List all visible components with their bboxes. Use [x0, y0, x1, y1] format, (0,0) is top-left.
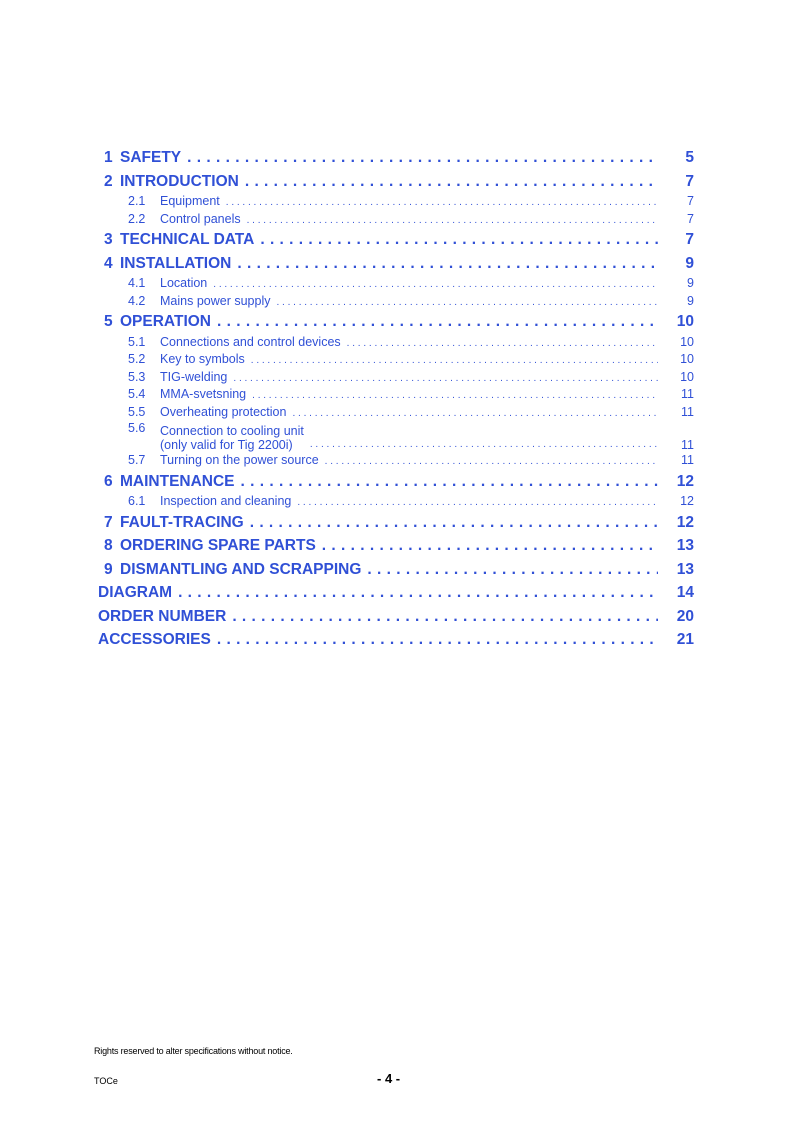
toc-entry-title: OPERATION — [120, 313, 211, 330]
dot-leader — [217, 310, 658, 333]
dot-leader — [237, 252, 658, 275]
toc-entry-title: MAINTENANCE — [120, 472, 235, 490]
toc-entry-page: 13 — [676, 537, 694, 554]
toc-entry[interactable] — [98, 228, 694, 252]
toc-entry[interactable] — [98, 351, 694, 369]
toc-entry[interactable] — [98, 193, 694, 211]
toc-entry-number: 5.3 — [128, 369, 146, 384]
toc-entry-title: Location — [160, 276, 208, 290]
toc-entry-page: 12 — [676, 513, 694, 531]
toc-entry[interactable] — [98, 293, 694, 311]
toc-entry-page: 11 — [681, 453, 694, 467]
toc-entry-page: 9 — [687, 293, 694, 308]
toc-entry-page: 7 — [687, 211, 694, 226]
toc-entry-page: 11 — [681, 404, 694, 419]
toc-entry-title: DISMANTLING AND SCRAPPING — [120, 560, 362, 578]
toc-entry-page: 7 — [687, 194, 694, 208]
toc-entry[interactable] — [98, 146, 694, 170]
toc-entry[interactable] — [98, 369, 694, 387]
toc-entry-number: 6.1 — [128, 494, 146, 508]
toc-entry[interactable] — [98, 511, 694, 535]
toc-entry-title: ORDER NUMBER — [98, 607, 227, 625]
dot-leader — [250, 511, 658, 534]
dot-leader — [292, 405, 658, 422]
toc-entry[interactable] — [98, 470, 694, 494]
toc-entry-title: DIAGRAM — [98, 584, 173, 601]
toc-entry-title: FAULT-TRACING — [120, 513, 244, 531]
toc-entry-title: SAFETY — [120, 149, 182, 166]
toc-entry-title: INTRODUCTION — [120, 172, 239, 190]
toc-entry-title: INSTALLATION — [120, 254, 232, 272]
toc-entry-page: 20 — [676, 607, 694, 625]
toc-entry-title: Inspection and cleaning — [160, 494, 292, 508]
toc-entry-number: 3 — [104, 231, 113, 248]
toc-entry-title: Overheating protection — [160, 404, 287, 419]
dot-leader — [187, 146, 658, 169]
toc-entry-number: 1 — [104, 149, 113, 166]
toc-entry-number: 2.2 — [128, 211, 146, 226]
toc-entry-number: 4.2 — [128, 293, 146, 308]
toc-entry-number: 5.7 — [128, 453, 146, 467]
dot-leader — [178, 581, 658, 604]
dot-leader — [260, 228, 658, 251]
toc-entry-title: MMA-svetsning — [160, 387, 247, 401]
toc-entry-page: 9 — [687, 276, 694, 290]
dot-leader — [297, 494, 658, 511]
toc-entry-title: Connections and control devices — [160, 334, 341, 349]
toc-entry[interactable] — [98, 452, 694, 470]
toc-entry-title: TECHNICAL DATA — [120, 231, 255, 248]
dot-leader — [367, 558, 658, 581]
toc-entry-title: Key to symbols — [160, 352, 245, 366]
toc-entry-page: 7 — [685, 231, 694, 248]
toc-entry-page: 10 — [680, 352, 694, 366]
dot-leader — [213, 276, 658, 293]
dot-leader — [310, 438, 658, 452]
toc-entry[interactable] — [98, 386, 694, 404]
toc-entry-number: 5.6 — [128, 421, 146, 435]
toc-entry-number: 2 — [104, 172, 113, 190]
toc-entry[interactable] — [98, 581, 694, 605]
toc-entry[interactable] — [98, 252, 694, 276]
toc-entry-page: 10 — [680, 334, 694, 349]
toc-entry-page: 12 — [676, 472, 694, 490]
dot-leader — [232, 605, 658, 628]
page-number: - 4 - — [377, 1071, 401, 1086]
toc-entry[interactable] — [98, 493, 694, 511]
toc-entry-page: 12 — [680, 494, 694, 508]
toc-entry[interactable] — [98, 534, 694, 558]
dot-leader — [325, 453, 658, 470]
toc-entry[interactable] — [98, 628, 694, 652]
toc-entry-page: 7 — [685, 172, 694, 190]
toc-entry[interactable] — [98, 421, 694, 452]
toc-entry-number: 5.2 — [128, 352, 146, 366]
toc-entry-number: 4.1 — [128, 276, 146, 290]
dot-leader — [241, 470, 658, 493]
dot-leader — [347, 335, 658, 352]
dot-leader — [226, 194, 658, 211]
toc-entry[interactable] — [98, 310, 694, 334]
dot-leader — [247, 212, 658, 229]
table-of-contents — [98, 146, 694, 652]
toc-entry-title: Equipment — [160, 194, 220, 208]
dot-leader — [217, 628, 658, 651]
rights-reserved-note: Rights reserved to alter specifications without notice. — [94, 1046, 293, 1056]
dot-leader — [251, 352, 658, 369]
toc-entry-number: 8 — [104, 537, 113, 554]
dot-leader — [276, 294, 658, 311]
toc-entry-page: 14 — [676, 584, 694, 601]
toc-entry-page: 10 — [680, 369, 694, 384]
toc-entry-number: 6 — [104, 472, 113, 490]
toc-entry-title: Connection to cooling unit — [160, 424, 304, 438]
toc-entry-page: 11 — [681, 438, 694, 452]
toc-entry-page: 11 — [681, 387, 694, 401]
dot-leader — [252, 387, 658, 404]
toc-entry-page: 10 — [676, 313, 694, 330]
toc-entry[interactable] — [98, 170, 694, 194]
toc-entry[interactable] — [98, 404, 694, 422]
toc-entry-page: 13 — [676, 560, 694, 578]
document-code: TOCe — [94, 1076, 118, 1086]
toc-entry-title: TIG-welding — [160, 369, 228, 384]
toc-entry-number: 4 — [104, 254, 113, 272]
toc-entry[interactable] — [98, 211, 694, 229]
dot-leader — [233, 370, 658, 387]
toc-entry-title: ACCESSORIES — [98, 631, 211, 648]
toc-entry-title: Control panels — [160, 211, 241, 226]
toc-entry-title: Mains power supply — [160, 293, 271, 308]
toc-entry-number: 5.1 — [128, 334, 146, 349]
dot-leader — [322, 534, 658, 557]
dot-leader — [245, 170, 658, 193]
toc-entry-number: 5.4 — [128, 387, 146, 401]
toc-entry-page: 9 — [685, 254, 694, 272]
toc-entry-number: 9 — [104, 560, 113, 578]
toc-entry[interactable] — [98, 334, 694, 352]
toc-entry-number: 7 — [104, 513, 113, 531]
toc-entry-title-continued: (only valid for Tig 2200i) — [160, 438, 293, 452]
toc-entry-title: ORDERING SPARE PARTS — [120, 537, 316, 554]
toc-entry-title: Turning on the power source — [160, 453, 319, 467]
toc-entry[interactable] — [98, 558, 694, 582]
toc-entry-page: 21 — [676, 631, 694, 648]
toc-entry-number: 5 — [104, 313, 113, 330]
toc-entry[interactable] — [98, 275, 694, 293]
toc-entry-number: 5.5 — [128, 404, 146, 419]
toc-entry-number: 2.1 — [128, 194, 146, 208]
toc-entry-page: 5 — [685, 149, 694, 166]
toc-entry[interactable] — [98, 605, 694, 629]
